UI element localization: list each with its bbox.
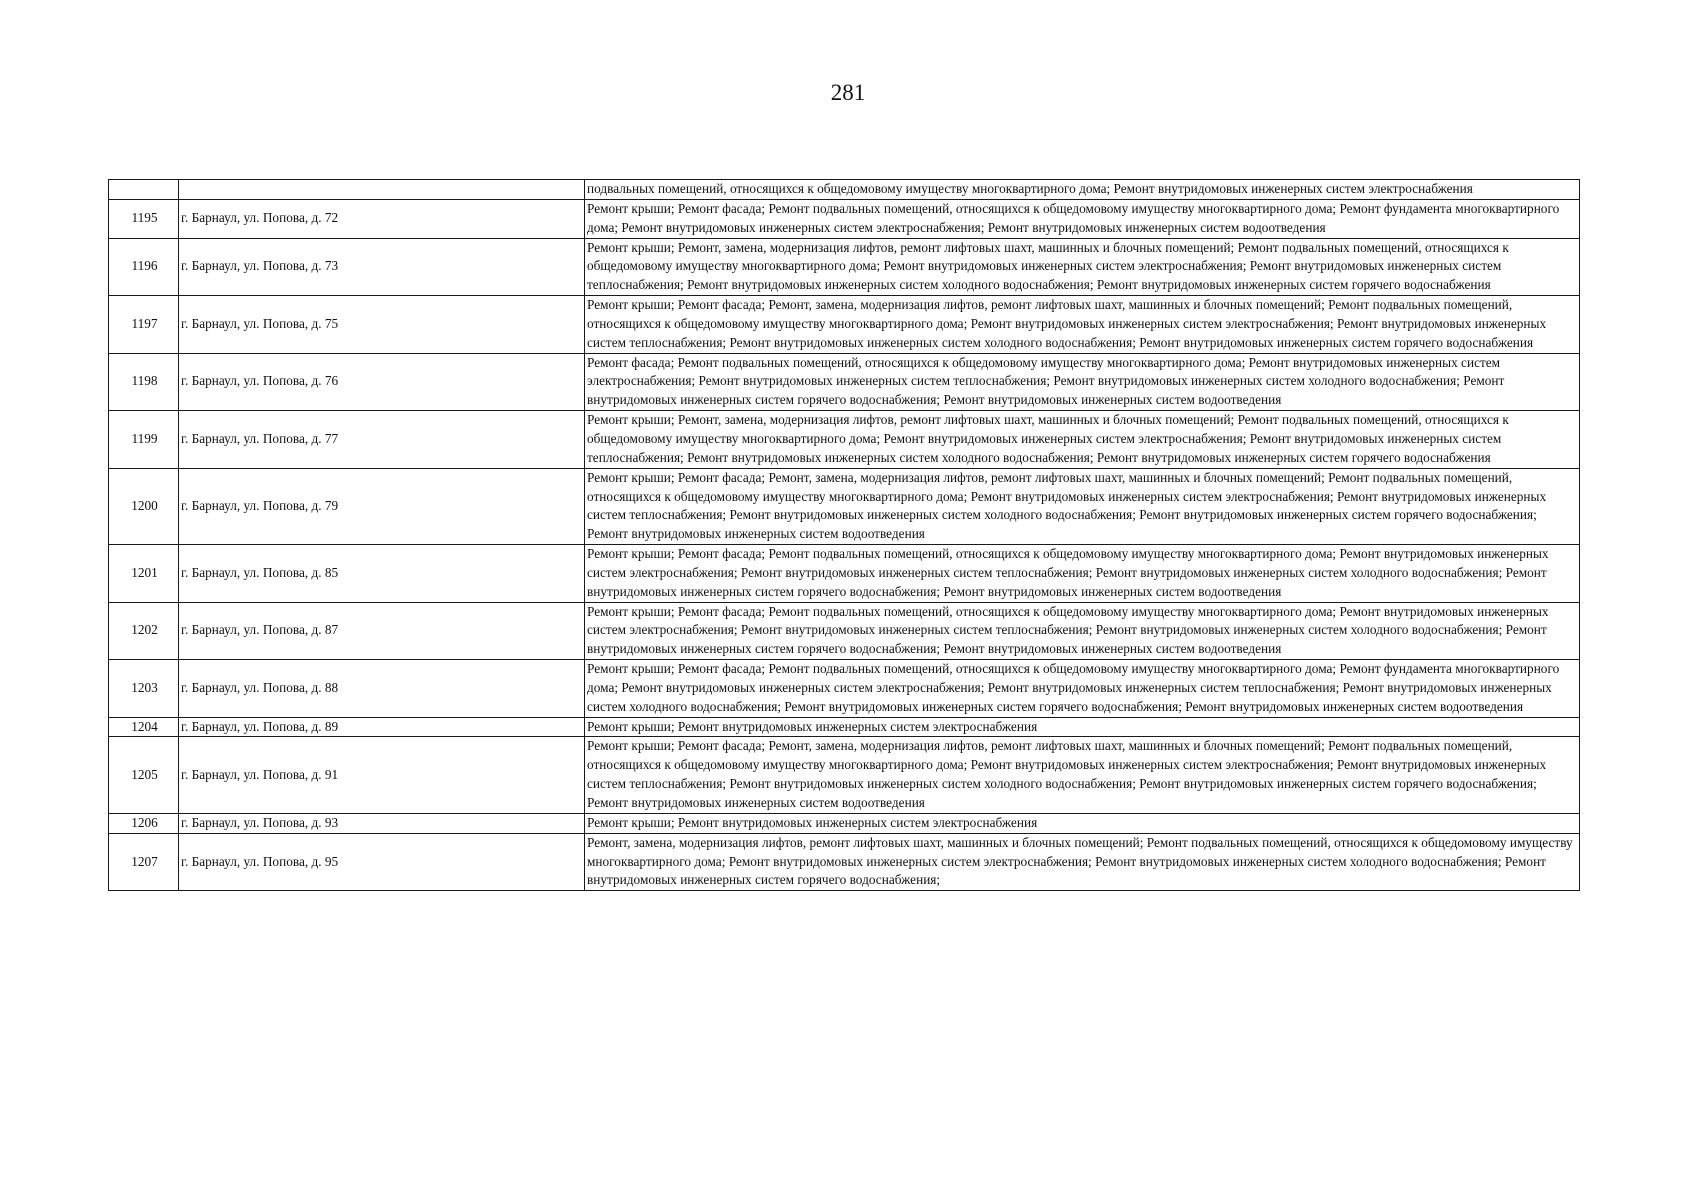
table-row — [109, 602, 1580, 660]
row-number: 1207 — [109, 833, 179, 891]
row-number: 1206 — [109, 813, 179, 833]
row-address: г. Барнаул, ул. Попова, д. 87 — [179, 602, 585, 660]
table-row — [109, 296, 1580, 354]
row-address: г. Барнаул, ул. Попова, д. 95 — [179, 833, 585, 891]
row-works: Ремонт крыши; Ремонт, замена, модернизация лифтов, ремонт лифтовых шахт, машинных и блочных помещений; Ремонт подвальных помещений, относящихся к общедомовому имуществу многоквартирного дома; Ремонт внутридомовых инженерных систем электроснабжения; Ремонт внутридомовых инженерных систем теплоснабжения; Ремонт внутридомовых инженерных систем холодного водоснабжения; Ремонт внутридомовых инженерных систем горячего водоснабжения — [585, 411, 1580, 469]
registry-table-body — [109, 180, 1580, 891]
row-number: 1202 — [109, 602, 179, 660]
row-number: 1204 — [109, 717, 179, 737]
row-works: Ремонт крыши; Ремонт фасада; Ремонт, замена, модернизация лифтов, ремонт лифтовых шахт, машинных и блочных помещений; Ремонт подвальных помещений, относящихся к общедомовому имуществу многоквартирного дома; Ремонт внутридомовых инженерных систем электроснабжения; Ремонт внутридомовых инженерных систем теплоснабжения; Ремонт внутридомовых инженерных систем холодного водоснабжения; Ремонт внутридомовых инженерных систем горячего водоснабжения; Ремонт внутридомовых инженерных систем водоотведения — [585, 468, 1580, 544]
row-number: 1199 — [109, 411, 179, 469]
table-row — [109, 545, 1580, 603]
row-address: г. Барнаул, ул. Попова, д. 73 — [179, 238, 585, 296]
row-works: Ремонт крыши; Ремонт фасада; Ремонт подвальных помещений, относящихся к общедомовому имуществу многоквартирного дома; Ремонт фундамента многоквартирного дома; Ремонт внутридомовых инженерных систем электроснабжения; Ремонт внутридомовых инженерных систем водоотведения — [585, 199, 1580, 238]
table-row — [109, 238, 1580, 296]
row-works: Ремонт крыши; Ремонт фасада; Ремонт подвальных помещений, относящихся к общедомовому имуществу многоквартирного дома; Ремонт внутридомовых инженерных систем электроснабжения; Ремонт внутридомовых инженерных систем теплоснабжения; Ремонт внутридомовых инженерных систем холодного водоснабжения; Ремонт внутридомовых инженерных систем горячего водоснабжения; Ремонт внутридомовых инженерных систем водоотведения — [585, 545, 1580, 603]
row-works: Ремонт крыши; Ремонт фасада; Ремонт, замена, модернизация лифтов, ремонт лифтовых шахт, машинных и блочных помещений; Ремонт подвальных помещений, относящихся к общедомовому имуществу многоквартирного дома; Ремонт внутридомовых инженерных систем электроснабжения; Ремонт внутридомовых инженерных систем теплоснабжения; Ремонт внутридомовых инженерных систем холодного водоснабжения; Ремонт внутридомовых инженерных систем горячего водоснабжения; Ремонт внутридомовых инженерных систем водоотведения — [585, 737, 1580, 813]
row-works: подвальных помещений, относящихся к общедомовому имуществу многоквартирного дома; Ремонт внутридомовых инженерных систем электроснабжения — [585, 180, 1580, 200]
table-row — [109, 353, 1580, 411]
row-number — [109, 180, 179, 200]
row-number: 1201 — [109, 545, 179, 603]
row-number: 1198 — [109, 353, 179, 411]
table-row — [109, 468, 1580, 544]
row-address: г. Барнаул, ул. Попова, д. 85 — [179, 545, 585, 603]
row-works: Ремонт крыши; Ремонт фасада; Ремонт подвальных помещений, относящихся к общедомовому имуществу многоквартирного дома; Ремонт внутридомовых инженерных систем электроснабжения; Ремонт внутридомовых инженерных систем теплоснабжения; Ремонт внутридомовых инженерных систем холодного водоснабжения; Ремонт внутридомовых инженерных систем горячего водоснабжения; Ремонт внутридомовых инженерных систем водоотведения — [585, 602, 1580, 660]
row-works: Ремонт крыши; Ремонт фасада; Ремонт подвальных помещений, относящихся к общедомовому имуществу многоквартирного дома; Ремонт фундамента многоквартирного дома; Ремонт внутридомовых инженерных систем электроснабжения; Ремонт внутридомовых инженерных систем теплоснабжения; Ремонт внутридомовых инженерных систем холодного водоснабжения; Ремонт внутридомовых инженерных систем горячего водоснабжения; Ремонт внутридомовых инженерных систем водоотведения — [585, 660, 1580, 718]
row-works: Ремонт, замена, модернизация лифтов, ремонт лифтовых шахт, машинных и блочных помещений; Ремонт подвальных помещений, относящихся к общедомовому имуществу многоквартирного дома; Ремонт внутридомовых инженерных систем электроснабжения; Ремонт внутридомовых инженерных систем холодного водоснабжения; Ремонт внутридомовых инженерных систем горячего водоснабжения; — [585, 833, 1580, 891]
row-number: 1195 — [109, 199, 179, 238]
row-number: 1197 — [109, 296, 179, 354]
row-address — [179, 180, 585, 200]
row-address: г. Барнаул, ул. Попова, д. 77 — [179, 411, 585, 469]
row-address: г. Барнаул, ул. Попова, д. 76 — [179, 353, 585, 411]
row-works: Ремонт крыши; Ремонт внутридомовых инженерных систем электроснабжения — [585, 717, 1580, 737]
row-address: г. Барнаул, ул. Попова, д. 93 — [179, 813, 585, 833]
row-works: Ремонт крыши; Ремонт внутридомовых инженерных систем электроснабжения — [585, 813, 1580, 833]
row-number: 1200 — [109, 468, 179, 544]
row-works: Ремонт крыши; Ремонт, замена, модернизация лифтов, ремонт лифтовых шахт, машинных и блочных помещений; Ремонт подвальных помещений, относящихся к общедомовому имуществу многоквартирного дома; Ремонт внутридомовых инженерных систем электроснабжения; Ремонт внутридомовых инженерных систем теплоснабжения; Ремонт внутридомовых инженерных систем холодного водоснабжения; Ремонт внутридомовых инженерных систем горячего водоснабжения — [585, 238, 1580, 296]
table-row — [109, 660, 1580, 718]
table-row — [109, 180, 1580, 200]
row-address: г. Барнаул, ул. Попова, д. 88 — [179, 660, 585, 718]
row-number: 1203 — [109, 660, 179, 718]
row-address: г. Барнаул, ул. Попова, д. 89 — [179, 717, 585, 737]
table-row — [109, 199, 1580, 238]
row-number: 1205 — [109, 737, 179, 813]
row-address: г. Барнаул, ул. Попова, д. 79 — [179, 468, 585, 544]
table-row — [109, 411, 1580, 469]
registry-table — [108, 179, 1580, 891]
table-row — [109, 813, 1580, 833]
row-address: г. Барнаул, ул. Попова, д. 91 — [179, 737, 585, 813]
row-works: Ремонт крыши; Ремонт фасада; Ремонт, замена, модернизация лифтов, ремонт лифтовых шахт, машинных и блочных помещений; Ремонт подвальных помещений, относящихся к общедомовому имуществу многоквартирного дома; Ремонт внутридомовых инженерных систем электроснабжения; Ремонт внутридомовых инженерных систем теплоснабжения; Ремонт внутридомовых инженерных систем холодного водоснабжения; Ремонт внутридомовых инженерных систем горячего водоснабжения — [585, 296, 1580, 354]
table-row — [109, 737, 1580, 813]
row-works: Ремонт фасада; Ремонт подвальных помещений, относящихся к общедомовому имуществу многоквартирного дома; Ремонт внутридомовых инженерных систем электроснабжения; Ремонт внутридомовых инженерных систем теплоснабжения; Ремонт внутридомовых инженерных систем холодного водоснабжения; Ремонт внутридомовых инженерных систем горячего водоснабжения; Ремонт внутридомовых инженерных систем водоотведения — [585, 353, 1580, 411]
table-row — [109, 833, 1580, 891]
row-address: г. Барнаул, ул. Попова, д. 75 — [179, 296, 585, 354]
row-number: 1196 — [109, 238, 179, 296]
page-number: 281 — [830, 80, 866, 105]
table-row — [109, 717, 1580, 737]
row-address: г. Барнаул, ул. Попова, д. 72 — [179, 199, 585, 238]
